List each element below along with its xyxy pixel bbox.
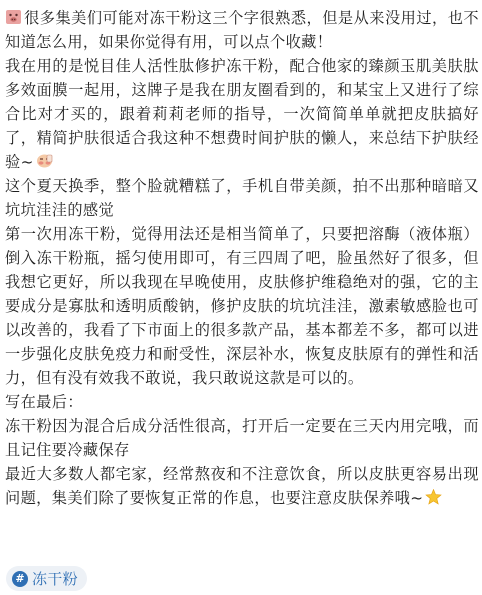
topic-tag[interactable] xyxy=(6,566,87,591)
topic-tag-label: 冻干粉 xyxy=(32,570,78,588)
post-paragraph-intro xyxy=(5,6,479,54)
post-paragraph-intro-text: 很多集美们可能对冻干粉这三个字很熟悉，但是从来没用过，也不知道怎么用，如果你觉得有用，可以点个收藏！ xyxy=(5,9,479,51)
post-paragraph-closing-text: 最近大多数人都宅家，经常熬夜和不注意饮食，所以皮肤更容易出现问题，集美们除了要恢复正常的作息，也要注意皮肤保养哦~ xyxy=(5,465,479,507)
glowing-star-emoji-icon xyxy=(425,489,442,505)
post-paragraph-storage: 冻干粉因为混合后成分活性很高，打开后一定要在三天内用完哦，而且记住要冷藏保存 xyxy=(5,417,479,459)
post-body xyxy=(5,6,479,510)
pig-face-emoji-icon xyxy=(5,9,22,25)
post-paragraph-final-heading: 写在最后： xyxy=(5,393,83,411)
post-paragraph-product-text: 我在用的是悦目佳人活性肽修护冻干粉，配合他家的臻颜玉肌美肤肽多效面膜一起用，这牌子是我在朋友圈看到的，和某宝上又进行了综合比对才买的，跟着莉莉老师的指导，一次简简单单就把皮肤搞好了，精简护肤很适合我这种不想费时间护肤的懒人，来总结下护肤经验~ xyxy=(5,57,479,171)
post-paragraph-closing xyxy=(5,462,479,510)
cheek-blush-emoji-icon xyxy=(36,153,53,169)
hashtag-icon: # xyxy=(12,571,28,587)
post-paragraph-product xyxy=(5,54,479,174)
post-paragraph-usage: 第一次用冻干粉，觉得用法还是相当简单了，只要把溶酶（液体瓶）倒入冻干粉瓶，摇匀使用即可，有三四周了吧，脸虽然好了很多，但我想它更好，所以我现在早晚使用，皮肤修护维稳绝对的强，它的主要成分是寡肽和透明质酸钠，修护皮肤的坑坑洼洼，激素敏感脸也可以改善的，我看了下市面上的很多款产品，基本都差不多，都可以进一步强化皮肤免疫力和耐受性，深层补水，恢复皮肤原有的弹性和活力，但有没有效我不敢说，我只敢说这款是可以的。 xyxy=(5,225,479,387)
post-paragraph-season: 这个夏天换季，整个脸就糟糕了，手机自带美颜，拍不出那种暗暗又坑坑洼洼的感觉 xyxy=(5,177,479,219)
